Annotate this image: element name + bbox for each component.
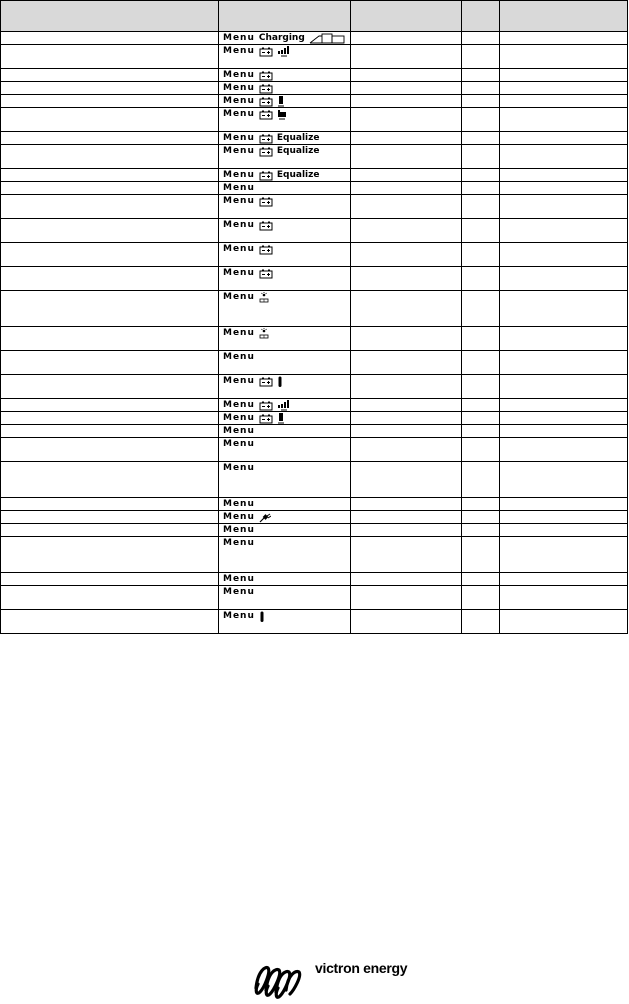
table-cell (351, 132, 462, 145)
menu-label: Menu (223, 46, 255, 56)
table-cell (500, 195, 628, 219)
menu-path (223, 538, 350, 549)
table-cell (1, 327, 219, 351)
table-row (1, 291, 628, 327)
menu-path-cell (219, 32, 351, 45)
menu-path (223, 292, 350, 303)
table-row (1, 132, 628, 145)
menu-label: Menu (223, 244, 255, 254)
table-cell (462, 412, 500, 425)
table-cell (1, 586, 219, 610)
menu-label: Menu (223, 83, 255, 93)
table-cell (500, 169, 628, 182)
menu-path-cell (219, 524, 351, 537)
menu-path-cell (219, 267, 351, 291)
table-cell (500, 327, 628, 351)
battery-icon (259, 84, 273, 94)
table-row (1, 399, 628, 412)
table-cell (1, 219, 219, 243)
table-row (1, 82, 628, 95)
header-cell (351, 1, 462, 32)
table-cell (351, 412, 462, 425)
table-row (1, 412, 628, 425)
table-row (1, 537, 628, 573)
menu-path (223, 96, 350, 107)
victron-swirl-logo-icon (252, 958, 312, 1000)
menu-path (223, 133, 350, 144)
table-cell (462, 327, 500, 351)
table-cell (462, 375, 500, 399)
table-row (1, 195, 628, 219)
menu-path (223, 512, 350, 523)
table-cell (500, 243, 628, 267)
table-cell (462, 108, 500, 132)
table-row (1, 425, 628, 438)
menu-path (223, 83, 350, 94)
table-cell (351, 610, 462, 634)
table-cell (1, 69, 219, 82)
table-cell (351, 586, 462, 610)
menu-label: Menu (223, 439, 255, 449)
table-cell (500, 145, 628, 169)
table-cell (500, 219, 628, 243)
menu-label: Menu (223, 196, 255, 206)
battery-icon (259, 221, 273, 231)
plug-icon (259, 513, 271, 523)
menu-path (223, 439, 350, 450)
table-cell (500, 610, 628, 634)
victron-logo (252, 958, 412, 1000)
table-row (1, 69, 628, 82)
menu-label: Menu (223, 170, 255, 180)
menu-sub-label: Charging (258, 33, 305, 43)
table-cell (462, 524, 500, 537)
table-cell (1, 524, 219, 537)
table-cell (462, 182, 500, 195)
menu-path-cell (219, 586, 351, 610)
table-cell (351, 537, 462, 573)
table-cell (462, 425, 500, 438)
table-cell (1, 243, 219, 267)
menu-path-cell (219, 243, 351, 267)
table-cell (351, 573, 462, 586)
table-row (1, 524, 628, 537)
menu-label: Menu (223, 146, 255, 156)
menu-path-cell (219, 537, 351, 573)
table-cell (462, 267, 500, 291)
table-cell (500, 425, 628, 438)
table-cell (351, 438, 462, 462)
table-cell (351, 243, 462, 267)
thermometer-icon (277, 376, 283, 388)
table-cell (500, 573, 628, 586)
menu-path-cell (219, 69, 351, 82)
table-cell (462, 169, 500, 182)
table-cell (462, 438, 500, 462)
menu-path (223, 525, 350, 536)
table-cell (351, 399, 462, 412)
menu-path-cell (219, 291, 351, 327)
menu-path-cell (219, 195, 351, 219)
menu-label: Menu (223, 268, 255, 278)
table-cell (1, 399, 219, 412)
menu-path (223, 46, 350, 57)
bulk-bars-icon (277, 46, 289, 57)
table-row (1, 573, 628, 586)
table-cell (351, 327, 462, 351)
table-cell (500, 537, 628, 573)
table-cell (500, 524, 628, 537)
table-cell (462, 145, 500, 169)
table-cell (351, 351, 462, 375)
battery-icon (259, 377, 273, 387)
table-row (1, 498, 628, 511)
table-cell (500, 82, 628, 95)
table-cell (500, 511, 628, 524)
menu-path (223, 244, 350, 255)
table-cell (351, 182, 462, 195)
menu-path (223, 499, 350, 510)
table-cell (351, 511, 462, 524)
table-row (1, 462, 628, 498)
table-cell (500, 462, 628, 498)
table-cell (500, 291, 628, 327)
table-cell (500, 182, 628, 195)
menu-path (223, 220, 350, 231)
table-cell (351, 32, 462, 45)
table-cell (351, 82, 462, 95)
thermometer-icon (259, 611, 265, 623)
menu-path-cell (219, 511, 351, 524)
table-cell (1, 45, 219, 69)
table-cell (462, 82, 500, 95)
table-cell (351, 145, 462, 169)
table-cell (462, 399, 500, 412)
menu-path (223, 400, 350, 411)
table-row (1, 169, 628, 182)
battery-icon (259, 110, 273, 120)
menu-label: Menu (223, 133, 255, 143)
absorption-bar-icon (277, 96, 285, 107)
menu-sub-label: Equalize (276, 133, 320, 143)
table-row (1, 511, 628, 524)
table-cell (500, 95, 628, 108)
menu-path (223, 70, 350, 81)
table-cell (500, 375, 628, 399)
table-cell (1, 267, 219, 291)
table-cell (351, 108, 462, 132)
menu-path-cell (219, 145, 351, 169)
battery-icon (259, 197, 273, 207)
battery-icon (259, 97, 273, 107)
table-cell (1, 573, 219, 586)
battery-icon (259, 171, 273, 181)
table-cell (462, 95, 500, 108)
table-cell (1, 32, 219, 45)
menu-path-cell (219, 219, 351, 243)
menu-path-cell (219, 327, 351, 351)
battery-icon (259, 134, 273, 144)
table-cell (1, 145, 219, 169)
table-cell (351, 267, 462, 291)
table-cell (1, 511, 219, 524)
table-cell (462, 45, 500, 69)
header-cell (500, 1, 628, 32)
table-cell (462, 610, 500, 634)
table-cell (351, 291, 462, 327)
table-cell (1, 169, 219, 182)
menu-path-cell (219, 438, 351, 462)
table-cell (500, 69, 628, 82)
table-cell (1, 412, 219, 425)
table-row (1, 351, 628, 375)
table-cell (500, 267, 628, 291)
table-cell (500, 132, 628, 145)
table-cell (351, 95, 462, 108)
table-cell (351, 498, 462, 511)
menu-path-cell (219, 375, 351, 399)
menu-label: Menu (223, 220, 255, 230)
menu-path-cell (219, 610, 351, 634)
table-cell (462, 219, 500, 243)
menu-label: Menu (223, 183, 255, 193)
table-cell (351, 45, 462, 69)
menu-label: Menu (223, 292, 255, 302)
table-cell (1, 291, 219, 327)
table-body (1, 32, 628, 634)
table-cell (500, 438, 628, 462)
menu-path-cell (219, 132, 351, 145)
solar-icon (259, 292, 269, 304)
battery-icon (259, 47, 273, 57)
table-cell (1, 438, 219, 462)
table-cell (462, 243, 500, 267)
table-cell (462, 291, 500, 327)
table-row (1, 243, 628, 267)
menu-path (223, 574, 350, 585)
battery-icon (259, 401, 273, 411)
table-cell (462, 132, 500, 145)
menu-path (223, 587, 350, 598)
table-header-row (1, 1, 628, 32)
table-cell (1, 610, 219, 634)
absorption-bar-icon (277, 413, 285, 424)
menu-path (223, 413, 350, 424)
menu-path-cell (219, 169, 351, 182)
table-cell (462, 573, 500, 586)
menu-path (223, 33, 350, 44)
table-cell (351, 169, 462, 182)
menu-path (223, 109, 350, 120)
table-cell (500, 586, 628, 610)
table-cell (351, 69, 462, 82)
table-cell (500, 412, 628, 425)
menu-path-cell (219, 498, 351, 511)
menu-sub-label: Equalize (276, 146, 320, 156)
menu-path-cell (219, 351, 351, 375)
menu-label: Menu (223, 426, 255, 436)
menu-label: Menu (223, 525, 255, 535)
table-cell (462, 32, 500, 45)
menu-path (223, 611, 350, 622)
table-cell (500, 399, 628, 412)
menu-path-cell (219, 82, 351, 95)
table-row (1, 45, 628, 69)
table-cell (1, 108, 219, 132)
menu-path-cell (219, 412, 351, 425)
table-cell (351, 462, 462, 498)
table-row (1, 95, 628, 108)
menu-label: Menu (223, 413, 255, 423)
menu-label: Menu (223, 33, 255, 43)
menu-path-cell (219, 573, 351, 586)
menu-path (223, 426, 350, 437)
menu-sub-label: Equalize (276, 170, 320, 180)
table-row (1, 586, 628, 610)
table-cell (1, 425, 219, 438)
table-cell (1, 351, 219, 375)
menu-path (223, 170, 350, 181)
menu-path-cell (219, 425, 351, 438)
menu-path-cell (219, 108, 351, 132)
header-cell (219, 1, 351, 32)
table-row (1, 182, 628, 195)
float-bars-icon (277, 109, 287, 120)
menu-path (223, 146, 350, 157)
table-cell (351, 425, 462, 438)
menu-path-cell (219, 399, 351, 412)
battery-icon (259, 71, 273, 81)
battery-icon (259, 147, 273, 157)
menu-label: Menu (223, 538, 255, 548)
battery-icon (259, 269, 273, 279)
table-cell (462, 351, 500, 375)
menu-path-cell (219, 45, 351, 69)
menu-path (223, 328, 350, 339)
table-cell (462, 498, 500, 511)
table-cell (351, 195, 462, 219)
header-cell (462, 1, 500, 32)
table-cell (462, 462, 500, 498)
table-cell (462, 195, 500, 219)
table-cell (1, 195, 219, 219)
menu-label: Menu (223, 96, 255, 106)
logo-text: victron energy (315, 960, 408, 976)
table-cell (1, 537, 219, 573)
menu-label: Menu (223, 328, 255, 338)
table-row (1, 610, 628, 634)
table-row (1, 267, 628, 291)
menu-label: Menu (223, 109, 255, 119)
table-cell (500, 108, 628, 132)
battery-icon (259, 245, 273, 255)
table-cell (462, 586, 500, 610)
table-row (1, 327, 628, 351)
menu-path-cell (219, 462, 351, 498)
bulk-bars-icon (277, 400, 289, 411)
menu-label: Menu (223, 463, 255, 473)
table-cell (351, 524, 462, 537)
table-cell (1, 375, 219, 399)
table-cell (1, 132, 219, 145)
menu-label: Menu (223, 512, 255, 522)
menu-path-cell (219, 182, 351, 195)
menu-label: Menu (223, 376, 255, 386)
table-cell (462, 69, 500, 82)
table-cell (1, 498, 219, 511)
table-row (1, 438, 628, 462)
menu-path (223, 196, 350, 207)
menu-path (223, 376, 350, 387)
table-row (1, 108, 628, 132)
table-cell (1, 462, 219, 498)
solar-icon (259, 328, 269, 340)
table-cell (500, 45, 628, 69)
menu-path-cell (219, 95, 351, 108)
table-cell (500, 498, 628, 511)
menu-label: Menu (223, 352, 255, 362)
charge-curve-icon (309, 33, 345, 44)
table-cell (462, 511, 500, 524)
table-cell (500, 32, 628, 45)
table-row (1, 375, 628, 399)
table-cell (1, 95, 219, 108)
table-row (1, 219, 628, 243)
menu-label: Menu (223, 574, 255, 584)
menu-path (223, 268, 350, 279)
table-cell (351, 375, 462, 399)
menu-label: Menu (223, 587, 255, 597)
battery-icon (259, 414, 273, 424)
table-cell (500, 351, 628, 375)
table-cell (351, 219, 462, 243)
table-row (1, 145, 628, 169)
table-row (1, 32, 628, 45)
table-cell (1, 182, 219, 195)
menu-path (223, 463, 350, 474)
menu-label: Menu (223, 611, 255, 621)
table-cell (1, 82, 219, 95)
menu-label: Menu (223, 70, 255, 80)
table-cell (462, 537, 500, 573)
menu-label: Menu (223, 499, 255, 509)
menu-path (223, 183, 350, 194)
menu-path (223, 352, 350, 363)
header-cell (1, 1, 219, 32)
menu-label: Menu (223, 400, 255, 410)
